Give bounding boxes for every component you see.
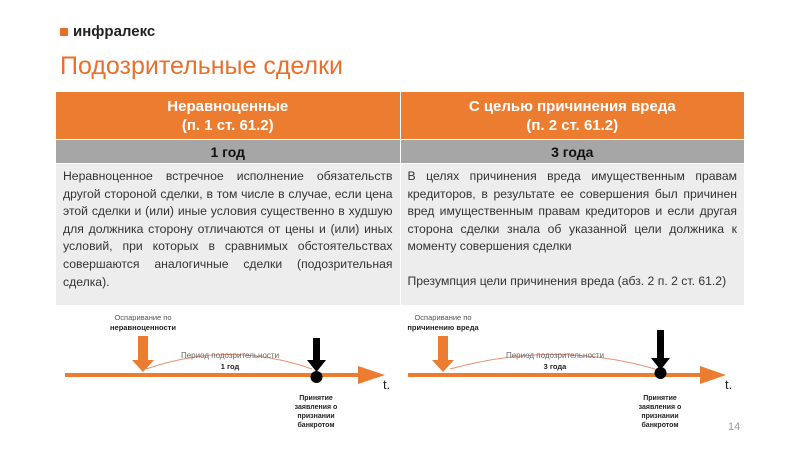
period-label: Период подозрительности [505, 351, 605, 360]
description-cell: В целях причинения вреда имущественным правам кредиторов, в результате ее совершения был причинен вред имущественным правам кредиторов и если другая сторона сделки знала об указанной цели должника к моменту совершения сделки Презумпция цели причинения вреда (абз. 2 п. 2 ст. 61.2) [400, 164, 745, 306]
start-label: Оспаривание по [414, 313, 472, 322]
period-label: Период подозрительности [180, 351, 280, 360]
page-title: Подозрительные сделки [60, 52, 343, 80]
description-cell: Неравноценное встречное исполнение обязательств другой стороной сделки, в том числе в случае, если цена этой сделки и (или) иные условия существенно в худшую для должника сторону отличаются от цены и (или) иных условий, при которых в сравнимых обстоятельствах совершаются аналогичные сделки (подозрительная сделка). [56, 164, 401, 306]
down-arrow-icon [432, 336, 454, 372]
end-label: банкротом [297, 422, 335, 429]
timeline-harm [407, 313, 732, 429]
axis-label: t. [383, 377, 391, 392]
period-value: 1 год [220, 362, 240, 371]
end-label: банкротом [641, 422, 679, 429]
end-label: признании [641, 413, 679, 420]
end-label: заявления о [638, 404, 682, 411]
end-label: заявления о [294, 404, 338, 411]
end-label: Принятие [299, 395, 333, 402]
start-label: неравноценности [110, 323, 176, 332]
event-dot [311, 371, 323, 383]
logo-text: инфралекс [73, 23, 156, 40]
axis-arrow-icon [700, 366, 726, 384]
axis-label: t. [725, 377, 733, 392]
timeline-unequal [65, 313, 390, 429]
end-label: Принятие [643, 395, 677, 402]
down-arrow-icon [651, 330, 670, 370]
axis-arrow-icon [358, 366, 385, 384]
down-arrow-icon [307, 338, 326, 372]
column-header-harm: С целью причинения вреда (п. 2 ст. 61.2) [400, 92, 745, 140]
period-value: 3 года [543, 362, 567, 371]
column-header-unequal: Неравноценные (п. 1 ст. 61.2) [56, 92, 401, 140]
event-dot [655, 367, 667, 379]
down-arrow-icon [132, 336, 154, 372]
page-number: 14 [728, 421, 741, 433]
start-label: причинению вреда [407, 323, 479, 332]
start-label: Оспаривание по [114, 313, 172, 322]
end-label: признании [297, 413, 335, 420]
period-cell: 1 год [56, 140, 401, 164]
period-cell: 3 года [400, 140, 745, 164]
